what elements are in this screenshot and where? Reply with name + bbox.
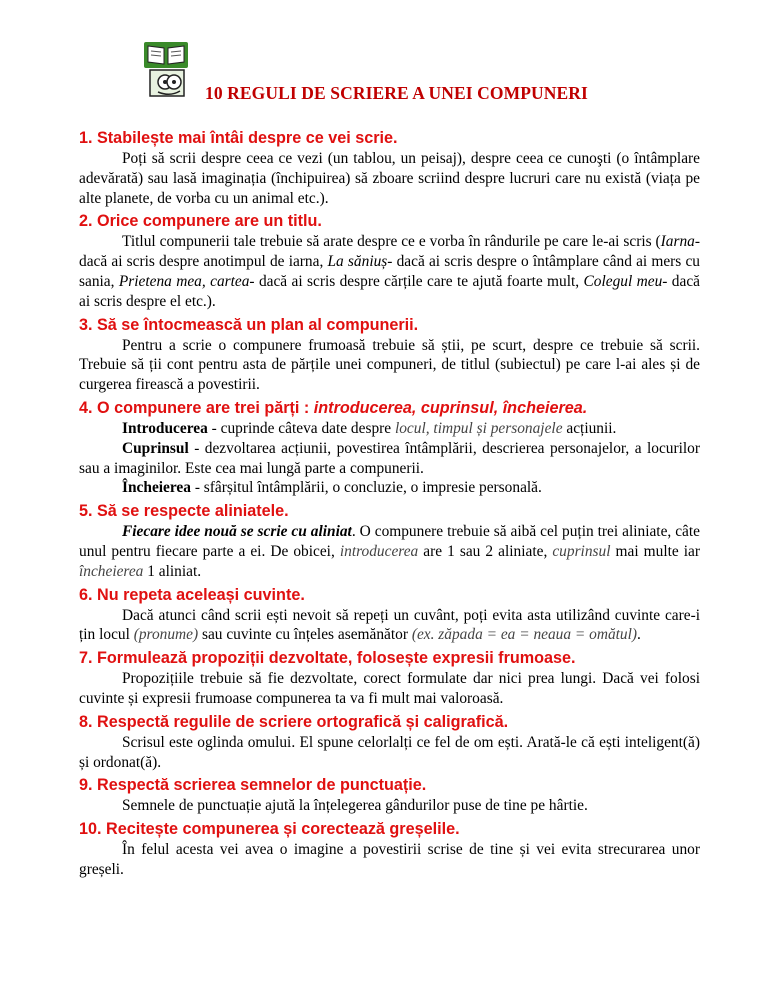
book-reader-icon <box>140 40 192 98</box>
rule-8-heading: 8. Respectă regulile de scriere ortografică și caligrafică. <box>79 712 509 731</box>
rule-10-heading: 10. Recitește compunerea și corectează greșelile. <box>79 820 460 839</box>
rule-2-heading: 2. Orice compunere are un titlu. <box>79 212 322 231</box>
rule-10-text: În felul acesta vei avea o imagine a povestirii scrise de tine și vei evita strecurarea unor greșeli. <box>79 841 700 878</box>
rule-7-heading: 7. Formulează propoziții dezvoltate, folosește expresii frumoase. <box>79 649 576 668</box>
rule-2-text: Titlul compunerii tale trebuie să arate despre ce e vorba în rândurile pe care le-ai scris (Iarna- dacă ai scris despre anotimpul de iarna, La săniuș- dacă ai scris despre o întâmplare când ai mers cu sania, Prietena mea, cartea- dacă ai scris despre cărțile care te ajută foarte mult, Colegul meu- dacă ai scris despre el etc.). <box>79 233 700 310</box>
rule-4-introducerea: Introducerea - cuprinde câteva date despre locul, timpul și personajele acțiunii. <box>122 419 617 437</box>
page-title: 10 REGULI DE SCRIERE A UNEI COMPUNERI <box>205 83 588 103</box>
rule-4-cuprinsul: Cuprinsul - dezvoltarea acțiunii, povestirea întâmplării, descrierea personajelor, a locurilor sau a imaginilor. Este cea mai lungă parte a compunerii. <box>79 439 700 477</box>
rule-4-heading: 4. O compunere are trei părți : introducerea, cuprinsul, încheierea. <box>79 398 588 417</box>
rule-5-text: Fiecare idee nouă se scrie cu aliniat. O compunere trebuie să aibă cel puțin trei aliniate, câte unul pentru fiecare parte a ei. De obicei, introducerea are 1 sau 2 aliniate, cuprinsul mai multe iar încheierea 1 aliniat. <box>79 523 701 580</box>
rule-1-heading: 1. Stabilește mai întâi despre ce vei scrie. <box>79 129 398 147</box>
rule-9-heading: 9. Respectă scrierea semnelor de punctuație. <box>79 776 427 795</box>
rules-list <box>79 127 700 882</box>
rule-1-text: Poți să scrii despre ceea ce vezi (un tablou, un peisaj), despre ceea ce cunoşti (o întâmplare adevărată) sau lasă imaginația (închipuirea) să zboare scriind despre lucruri care nu există (viața pe alte planete, de vorba cu un animal etc.). <box>79 150 700 207</box>
rule-6-text: Dacă atunci când scrii ești nevoit să repeți un cuvânt, poți evita asta utilizând cuvinte care-i țin locul (pronume) sau cuvinte cu înțeles asemănător (ex. zăpada = ea = neaua = omătul). <box>79 606 700 644</box>
rule-8-text: Scrisul este oglinda omului. El spune celorlalți ce fel de om ești. Arată-le că ești inteligent(ă) și ordonat(ă). <box>79 733 700 771</box>
rule-3-text: Pentru a scrie o compunere frumoasă trebuie să știi, pe scurt, despre ce trebuie să scrii. Trebuie să ții cont pentru asta de părțile unei compuneri, de titlul (subiectul) pe care l-ai ales și de curgerea firească a povestirii. <box>79 336 700 394</box>
rule-4-incheierea: Încheierea - sfârșitul întâmplării, o concluzie, o impresie personală. <box>122 479 542 497</box>
rule-5-heading: 5. Să se respecte aliniatele. <box>79 502 289 521</box>
rule-9-text: Semnele de punctuație ajută la înțelegerea gândurilor puse de tine pe hârtie. <box>122 797 588 815</box>
rule-7-text: Propozițiile trebuie să fie dezvoltate, corect formulate dar nici prea lungi. Dacă vei folosi cuvinte și expresii frumoase compunerea ta va fi mult mai valoroasă. <box>79 670 700 707</box>
rule-3-heading: 3. Să se întocmească un plan al compunerii. <box>79 315 419 334</box>
rule-6-heading: 6. Nu repeta aceleași cuvinte. <box>79 585 305 604</box>
